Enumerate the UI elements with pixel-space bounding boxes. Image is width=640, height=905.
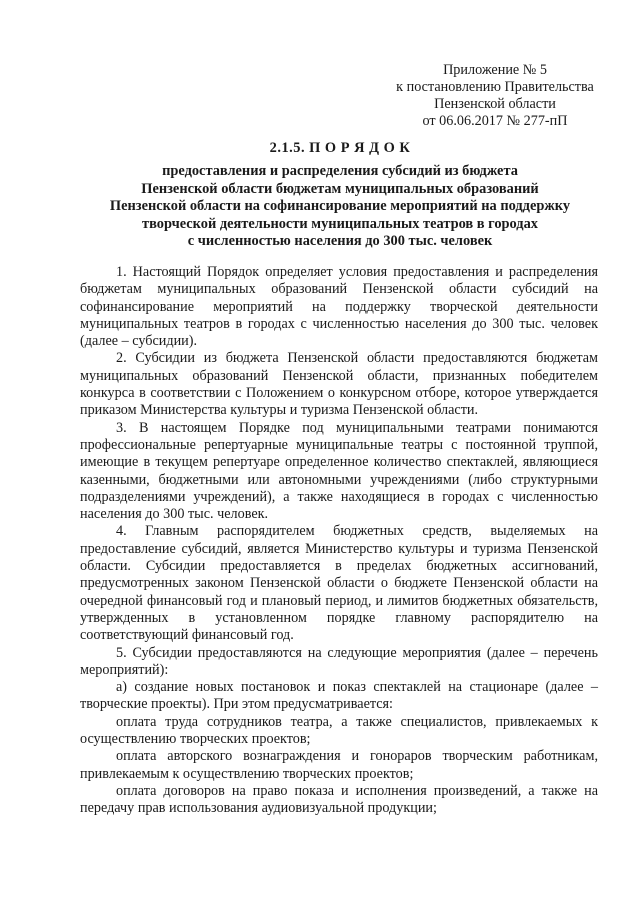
title-line: творческой деятельности муниципальных театров в городах: [142, 215, 538, 232]
document-body: [80, 264, 598, 818]
appendix-decree-reference: к постановлению Правительства: [396, 79, 594, 95]
paragraph-5a-item-3: оплата договоров на право показа и исполнения произведений, а также на передачу прав использования аудиовизуальной продукции;: [80, 782, 598, 817]
paragraph-1: 1. Настоящий Порядок определяет условия предоставления и распределения бюджетам муниципальных образований Пензенской области субсидий на софинансирование мероприятий на поддержку творческой деятельности муниципальных театров в городах с численностью населения до 300 тыс. человек (далее – субсидии).: [80, 264, 598, 350]
title-line: предоставления и распределения субсидий из бюджета: [162, 163, 518, 180]
paragraph-2: 2. Субсидии из бюджета Пензенской области предоставляются бюджетам муниципальных образований Пензенской области, признанных победителем конкурса в соответствии с Положением о конкурсном отборе, которое утверждается приказом Министерства культуры и туризма Пензенской области.: [80, 350, 598, 419]
appendix-region: Пензенской области: [434, 96, 556, 112]
title-heading: 2.1.5. П О Р Я Д О К: [269, 140, 411, 156]
title-line: Пензенской области на софинансирование мероприятий на поддержку: [109, 198, 571, 215]
appendix-date-number: от 06.06.2017 № 277-пП: [422, 113, 568, 129]
paragraph-5a-item-1: оплата труда сотрудников театра, а также специалистов, привлекаемых к осуществлению творческих проектов;: [80, 713, 598, 748]
appendix-header: [380, 62, 610, 130]
title-line: Пензенской области бюджетам муниципальных образований: [141, 180, 539, 197]
paragraph-4: 4. Главным распорядителем бюджетных средств, выделяемых на предоставление субсидий, является Министерство культуры и туризма Пензенской области. Субсидии предоставляется в пределах бюджетных ассигнований, предусмотренных законом Пензенской области о бюджете Пензенской области на очередной финансовый год и плановый период, и лимитов бюджетных обязательств, утвержденных в установленном порядке главному распорядителю на соответствующий финансовый год.: [80, 523, 598, 644]
paragraph-5a: а) создание новых постановок и показ спектаклей на стационаре (далее – творческие проекты). При этом предусматривается:: [80, 679, 598, 713]
title-line: с численностью населения до 300 тыс. человек: [187, 233, 493, 250]
paragraph-5: 5. Субсидии предоставляются на следующие мероприятия (далее – перечень мероприятий):: [80, 644, 598, 678]
paragraph-5a-item-2: оплата авторского вознаграждения и гонораров творческим работникам, привлекаемым к осуществлению творческих проектов;: [80, 748, 598, 782]
appendix-number: Приложение № 5: [443, 62, 547, 78]
document-title: [70, 140, 610, 250]
paragraph-3: 3. В настоящем Порядке под муниципальными театрами понимаются профессиональные репертуарные муниципальные театры с постоянной труппой, имеющие в текущем репертуаре определенное количество спектаклей, являющиеся казенными, бюджетными или автономными учреждениями (либо структурными подразделениями учреждений), а также находящиеся в городах с численностью населения до 300 тыс. человек.: [80, 419, 598, 523]
